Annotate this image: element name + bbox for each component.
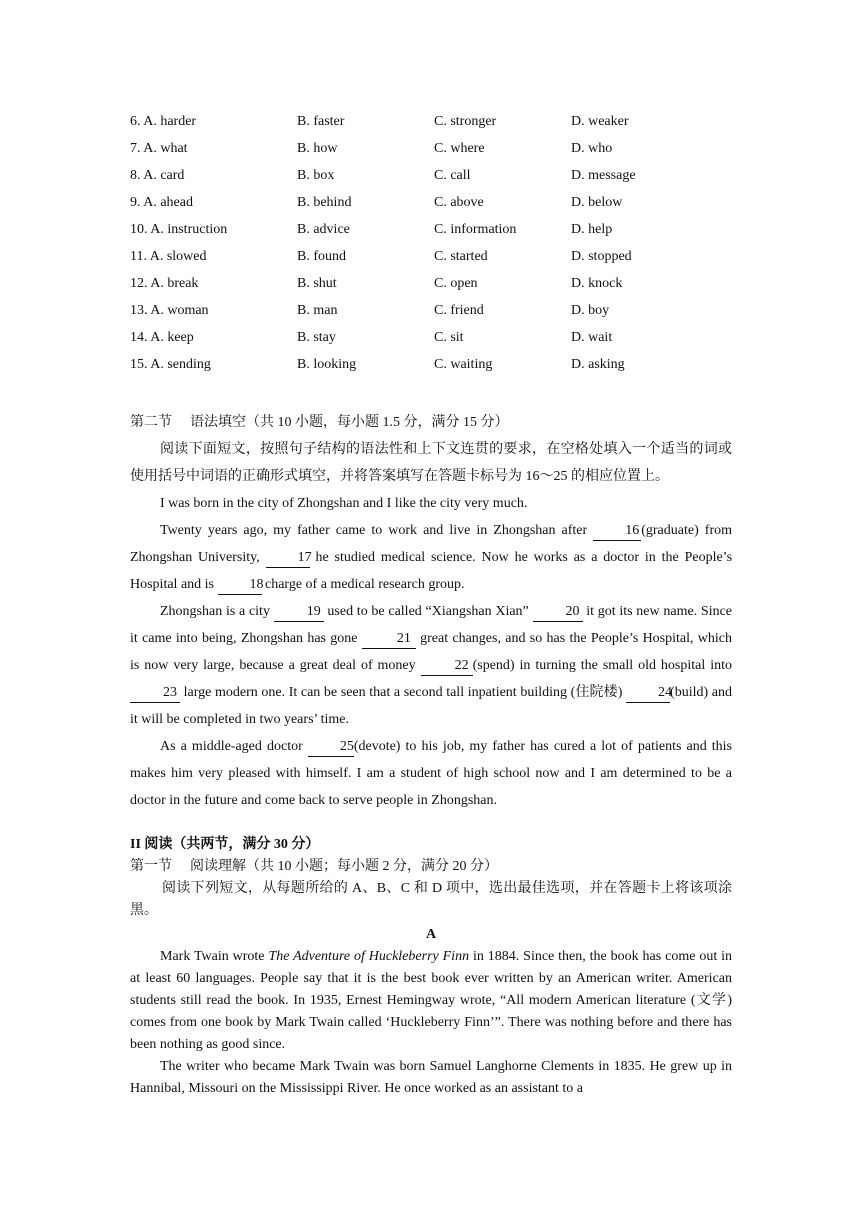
blank-24: 24	[626, 684, 670, 703]
grammar-instruction: 阅读下面短文，按照句子结构的语法性和上下文连贯的要求，在空格处填入一个适当的词或使用括号中词语的正确形式填空，并将答案填写在答题卡标号为 16～25 的相应位置上。	[130, 442, 732, 484]
option-a: 12. A. break	[130, 275, 199, 291]
text-run: (build) and it will be completed in two years’ time.	[130, 685, 732, 727]
option-row	[130, 324, 732, 351]
option-row	[130, 297, 732, 324]
option-a: 6. A. harder	[130, 113, 197, 129]
text-run: large modern one. It can be seen that a second tall inpatient building (住院楼)	[183, 685, 623, 700]
text-run: Twenty years ago, my father came to work and live in Zhongshan after	[160, 523, 588, 538]
option-row	[130, 135, 732, 162]
option-c: C. information	[434, 221, 517, 237]
option-row	[130, 162, 732, 189]
option-row	[130, 270, 732, 297]
blank-18: 18	[218, 576, 262, 595]
text-run: (devote) to his job, my father has cured a lot of patients and this makes him very pleased with himself. I am a student of high school now and I am determined to be a doctor in the future and come back to serve people in Zhongshan.	[130, 739, 733, 808]
text-run: Zhongshan is a city	[160, 604, 270, 619]
option-row	[130, 351, 732, 378]
option-c: C. open	[434, 275, 478, 291]
option-row	[130, 243, 732, 270]
option-d: D. wait	[571, 329, 613, 345]
option-b: B. man	[297, 302, 338, 318]
option-a: 9. A. ahead	[130, 194, 193, 210]
exam-page	[130, 108, 732, 1100]
grammar-section-heading: 语法填空（共 10 小题，每小题 1.5 分，满分 15 分）	[190, 415, 509, 430]
option-d: D. help	[571, 221, 613, 237]
option-c: C. waiting	[434, 356, 493, 372]
option-a: 14. A. keep	[130, 329, 194, 345]
text-run: As a middle-aged doctor	[160, 739, 303, 754]
option-c: C. sit	[434, 329, 464, 345]
grammar-paragraph-3	[130, 598, 732, 733]
option-b: B. stay	[297, 329, 336, 345]
option-d: D. below	[571, 194, 623, 210]
option-d: D. knock	[571, 275, 623, 291]
option-d: D. asking	[571, 356, 625, 372]
grammar-section-label: 第二节	[130, 415, 172, 430]
option-row	[130, 108, 732, 135]
option-c: C. where	[434, 140, 485, 156]
option-row	[130, 216, 732, 243]
text-run: in 1884. Since then, the book has come out in at least 60 languages. People say that it is the best book ever written by an American writer. American students still read the book. In 1935, Ernest Hemingway wrote, “All modern American literature (文学) comes from one book by Mark Twain called ‘Huckleberry Finn’”. There was nothing before and there has been nothing as good since.	[130, 949, 733, 1052]
option-a: 15. A. sending	[130, 356, 211, 372]
option-d: D. stopped	[571, 248, 632, 264]
option-d: D. weaker	[571, 113, 629, 129]
reading-paragraph-1	[130, 946, 732, 1056]
reading-section-label: 第一节	[130, 859, 172, 874]
option-c: C. above	[434, 194, 484, 210]
book-title: The Adventure of Huckleberry Finn	[268, 949, 470, 964]
blank-19: 19	[274, 603, 324, 622]
grammar-paragraph-4	[130, 733, 732, 814]
option-a: 11. A. slowed	[130, 248, 207, 264]
option-a: 10. A. instruction	[130, 221, 228, 237]
text-run: (graduate) from Zhongshan University,	[130, 523, 733, 565]
option-a: 7. A. what	[130, 140, 188, 156]
cloze-options-table	[130, 108, 732, 378]
reading-paragraph-2: The writer who became Mark Twain was born Samuel Langhorne Clements in 1835. He grew up in Hannibal, Missouri on the Mississippi River. He once worked as an assistant to a	[130, 1059, 732, 1096]
blank-16: 16	[593, 522, 641, 541]
blank-25: 25	[308, 738, 354, 757]
option-c: C. stronger	[434, 113, 497, 129]
option-c: C. started	[434, 248, 488, 264]
option-c: C. call	[434, 167, 471, 183]
text-run: charge of a medical research group.	[265, 577, 465, 592]
reading-section-heading: 阅读理解（共 10 小题；每小题 2 分，满分 20 分）	[190, 859, 498, 874]
option-d: D. who	[571, 140, 613, 156]
blank-17: 17	[266, 549, 310, 568]
option-row	[130, 189, 732, 216]
option-c: C. friend	[434, 302, 484, 318]
reading-part-title: II 阅读（共两节，满分 30 分）	[130, 837, 320, 852]
option-b: B. faster	[297, 113, 345, 129]
grammar-section-title	[130, 409, 732, 436]
text-run: (spend) in turning the small old hospital into	[472, 658, 732, 673]
option-a: 8. A. card	[130, 167, 185, 183]
text-run: it got its new name. Since it came into being, Zhongshan has gone	[130, 604, 733, 646]
option-b: B. looking	[297, 356, 357, 372]
option-d: D. message	[571, 167, 636, 183]
blank-21: 21	[362, 630, 416, 649]
option-d: D. boy	[571, 302, 610, 318]
grammar-paragraph-2	[130, 517, 732, 598]
blank-20: 20	[533, 603, 583, 622]
option-b: B. found	[297, 248, 346, 264]
reading-instruction: 阅读下列短文，从每题所给的 A、B、C 和 D 项中，选出最佳选项，并在答题卡上将该项涂黑。	[130, 881, 732, 918]
passage-label: A	[425, 927, 437, 942]
option-b: B. shut	[297, 275, 337, 291]
option-b: B. how	[297, 140, 338, 156]
reading-section-title	[130, 856, 732, 878]
text-run: great changes, and so has the People’s Hospital, which is now very large, because a great deal of money	[130, 631, 733, 673]
text-run: Mark Twain wrote	[160, 949, 265, 964]
option-b: B. box	[297, 167, 335, 183]
option-b: B. behind	[297, 194, 352, 210]
text-run: used to be called “Xiangshan Xian”	[327, 604, 529, 619]
option-b: B. advice	[297, 221, 350, 237]
option-a: 13. A. woman	[130, 302, 209, 318]
blank-22: 22	[421, 657, 473, 676]
blank-23: 23	[130, 684, 180, 703]
text-run: he studied medical science. Now he works as a doctor in the People’s Hospital and is	[130, 550, 733, 592]
grammar-paragraph-1: I was born in the city of Zhongshan and I like the city very much.	[160, 496, 528, 511]
